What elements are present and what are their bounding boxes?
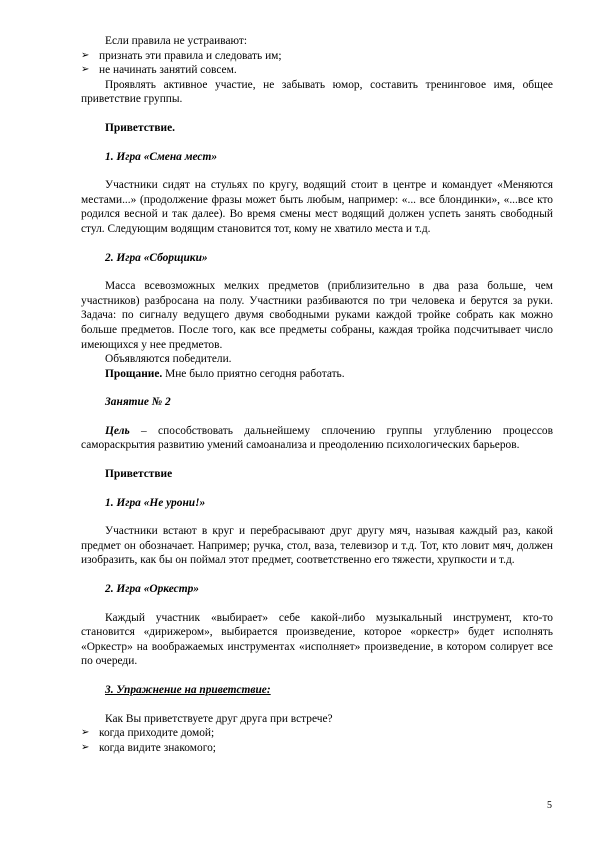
rules-options-list (81, 49, 553, 78)
arrow-bullet-icon: ➢ (81, 64, 90, 76)
arrow-bullet-icon: ➢ (81, 741, 90, 753)
list-item: ➢ когда приходите домой; (81, 727, 215, 740)
page-number: 5 (547, 800, 552, 811)
farewell-line: Прощание. Мне было приятно сегодня работать. (105, 367, 345, 380)
rules-intro: Если правила не устраивают: (105, 35, 248, 47)
section-heading: 3. Упражнение на приветствие: (105, 684, 271, 696)
list-item: ➢ признать эти правила и следовать им; (81, 49, 282, 62)
paragraph: Объявляются победители. (105, 353, 232, 366)
section-heading: 2. Игра «Сборщики» (105, 251, 208, 264)
paragraph: Масса всевозможных мелких предметов (приблизительно в два раза больше, чем участников) разбросана на полу. Участники разбиваются по три человека и берутся за руки. Задача: по сигналу ведущего двумя свободными руками каждой тройке собрать как можно больше предметов. После того, как все предметы собраны, каждая тройка подсчитывает число имеющихся у нее предметов. (81, 280, 553, 351)
paragraph: Участники сидят на стульях по кругу, водящий стоит в центре и командует «Меняются местами...» (продолжение фразы может быть любым, например: «... все блондинки», «...все кто родился весной и так далее). Во время смены мест водящий должен успеть занять свободный стул. Следующим водящим становится тот, кому не хватило места и т.д. (81, 179, 553, 235)
arrow-bullet-icon: ➢ (81, 727, 90, 739)
section-heading: 1. Игра «Не урони!» (105, 496, 206, 509)
paragraph: Каждый участник «выбирает» себе какой-либо музыкальный инструмент, кто-то становится «дирижером», выбирается произведение, которое «оркестр» будет исполнять «Оркестр» на воображаемых инструментах «исполняет» произведение, в котором солирует все по очереди. (81, 611, 553, 668)
section-heading: 2. Игра «Оркестр» (105, 583, 199, 596)
paragraph: Участники встают в круг и перебрасывают друг другу мяч, называя каждый раз, какой предмет он обозначает. Например; ручка, стол, ваза, телевизор и т.д. Тот, кто ловит мяч, должен изобразить, как бы он поймал этот предмет, соответственно его тяжести, хрупкости и т.д. (81, 525, 553, 567)
list-item: ➢ не начинать занятий совсем. (81, 64, 237, 77)
exercise-options-list (81, 726, 553, 755)
paragraph: Проявлять активное участие, не забывать юмор, составить тренинговое имя, общее приветствие группы. (81, 78, 553, 106)
lesson-title: Занятие № 2 (105, 396, 171, 409)
section-heading: 1. Игра «Смена мест» (105, 150, 218, 163)
arrow-bullet-icon: ➢ (81, 49, 90, 61)
section-heading: Приветствие (105, 468, 173, 481)
paragraph: Как Вы приветствуете друг друга при встрече? (105, 712, 333, 725)
list-item: ➢ когда видите знакомого; (81, 741, 216, 754)
section-heading: Приветствие. (105, 121, 175, 134)
document-page (81, 34, 553, 755)
goal-paragraph: Цель – способствовать дальнейшему сплочению группы углублению процессов самораскрытия развитию умений самоанализа и преодолению психологических барьеров. (81, 424, 553, 452)
